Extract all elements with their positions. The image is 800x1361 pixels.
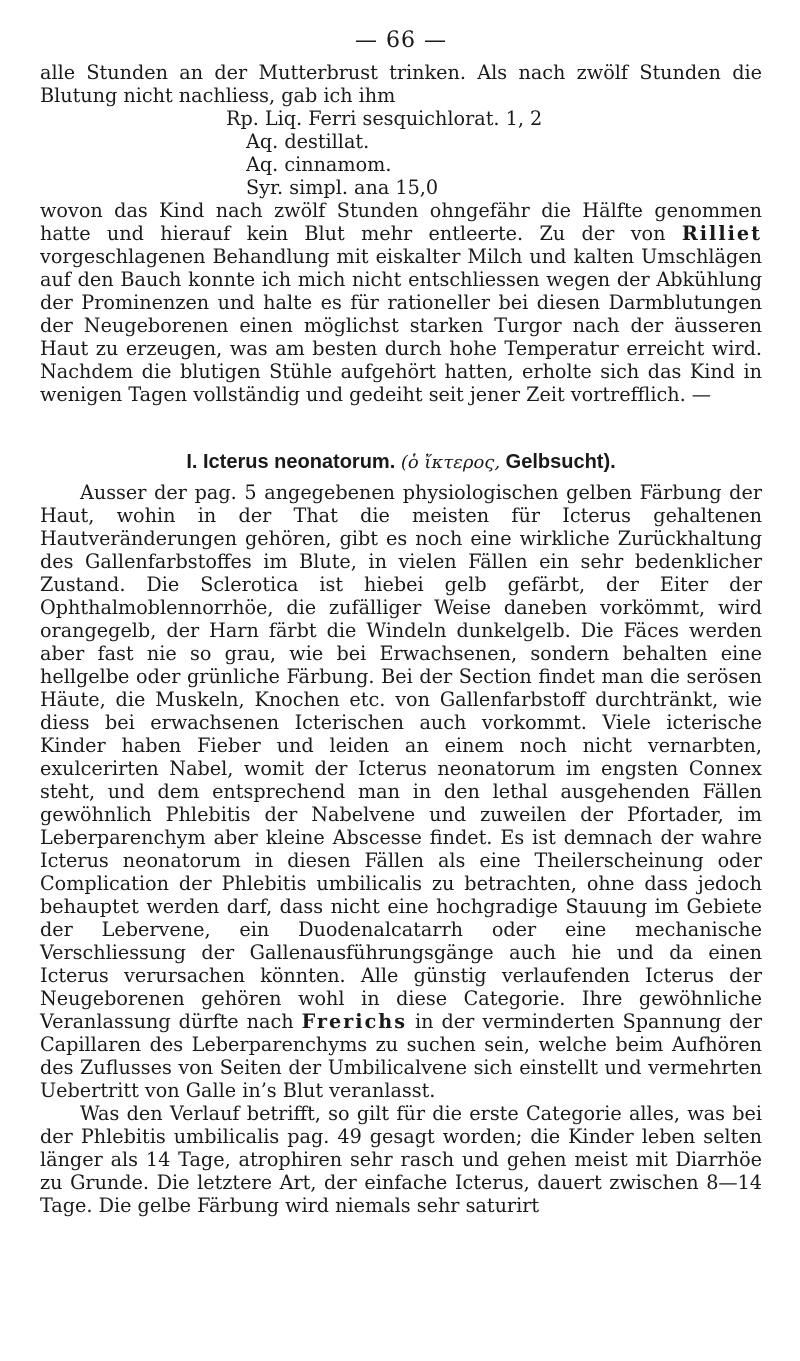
section-title: Icterus neonatorum. bbox=[203, 451, 396, 473]
paragraph-icterus-text-a: Ausser der pag. 5 angegebenen physiologischen gelben Färbung der Haut, wohin in der That die meisten für Icterus gehaltenen Hautveränderungen gehören, gibt es noch eine wirkliche Zurückhaltung des Gallenfarbstoffes im Blute, in vielen Fällen ein sehr bedenklicher Zustand. Die Sclerotica ist hiebei gelb gefärbt, der Eiter der Ophthalmoblennorrhöe, die zufälliger Weise daneben vorkömmt, wird orangegelb, der Harn färbt die Windeln dunkelgelb. Die Fäces werden aber fast nie so grau, wie bei Erwachsenen, sondern behalten eine hellgelbe oder grünliche Färbung. Bei der Section findet man die serösen Häute, die Muskeln, Knochen etc. von Gallenfarbstoff durchtränkt, wie diess bei erwachsenen Icterischen auch vorkommt. Viele icterische Kinder haben Fieber und leiden an einem noch nicht vernarbten, exulcerirten Nabel, womit der Icterus neonatorum im engsten Connex steht, und dem entsprechend man in den lethal ausgehenden Fällen gewöhnlich Phlebitis der Nabelvene und zuweilen der Pfortader, im Leberparenchym aber kleine Abscesse findet. Es ist demnach der wahre Icterus neonatorum in diesen Fällen als eine Theilerscheinung oder Complication der Phlebitis umbilicalis zu betrachten, ohne dass jedoch behauptet werden darf, dass nicht eine hochgradige Stauung im Gebiete der Lebervene, ein Duodenalcatarrh oder eine mechanische Verschliessung der Gallenausführungsgänge auch hie und da einen Icterus verursachen könnten. Alle günstig verlaufenden Icterus der Neugeborenen gehören wohl in diese Categorie. Ihre gewöhnliche Veranlassung dürfte nach bbox=[40, 481, 762, 1033]
section-greek-term: (ὁ ἴκτερος, bbox=[400, 452, 501, 473]
section-number: I. bbox=[186, 451, 198, 473]
page-number: — 66 — bbox=[355, 28, 447, 53]
paragraph-intro: alle Stunden an der Mutterbrust trinken. Als nach zwölf Stunden die Blutung nicht nachliess, gab ich ihm bbox=[40, 61, 762, 107]
prescription-rx-line: Rp. Liq. Ferri sesquichlorat. 1, 2 bbox=[226, 107, 543, 130]
prescription-ingredient: Syr. simpl. ana 15,0 bbox=[246, 176, 439, 199]
paragraph-treatment bbox=[40, 199, 762, 406]
prescription-ingredient: Aq. destillat. bbox=[246, 130, 370, 153]
page-content bbox=[40, 28, 762, 1217]
paragraph-icterus-description bbox=[40, 481, 762, 1102]
paragraph-icterus-text-b: in der verminderten Spannung der Capillaren des Leberparenchyms zu suchen sein, welche beim Aufhören des Zuflusses von Seiten der Umbilicalvene sich einstellt und vermehrten Uebertritt von Galle in’s Blut veranlasst. bbox=[40, 1010, 762, 1102]
prescription bbox=[40, 107, 762, 199]
author-name-frerichs: Frerichs bbox=[301, 1010, 408, 1033]
paragraph-course: Was den Verlauf betrifft, so gilt für die erste Categorie alles, was bei der Phlebitis umbilicalis pag. 49 gesagt worden; die Kinder leben selten länger als 14 Tage, atrophiren sehr rasch und gehen meist mit Diarrhöe zu Grunde. Die letztere Art, der einfache Icterus, dauert zwischen 8—14 Tage. Die gelbe Färbung wird niemals sehr saturirt bbox=[40, 1102, 762, 1217]
paragraph-treatment-text-a: wovon das Kind nach zwölf Stunden ohngefähr die Hälfte genommen hatte und hierauf kein Blut mehr entleerte. Zu der von bbox=[40, 199, 762, 245]
author-name-rilliet: Rilliet bbox=[681, 222, 762, 245]
paragraph-treatment-text-b: vorgeschlagenen Behandlung mit eiskalter Milch und kalten Umschlägen auf den Bauch konnte ich mich nicht entschliessen wegen der Abkühlung der Prominenzen und halte es für rationeller bei diesen Darmblutungen der Neugeborenen einen möglichst starken Turgor nach der äusseren Haut zu erzeugen, was am besten durch hohe Temperatur erreicht wird. Nachdem die blutigen Stühle aufgehört hatten, erholte sich das Kind in wenigen Tagen vollständig und gedeiht seit jener Zeit vortrefflich. — bbox=[40, 245, 762, 406]
section-heading bbox=[40, 450, 762, 475]
section-subtitle: Gelbsucht). bbox=[505, 451, 616, 473]
prescription-ingredient: Aq. cinnamom. bbox=[246, 153, 392, 176]
